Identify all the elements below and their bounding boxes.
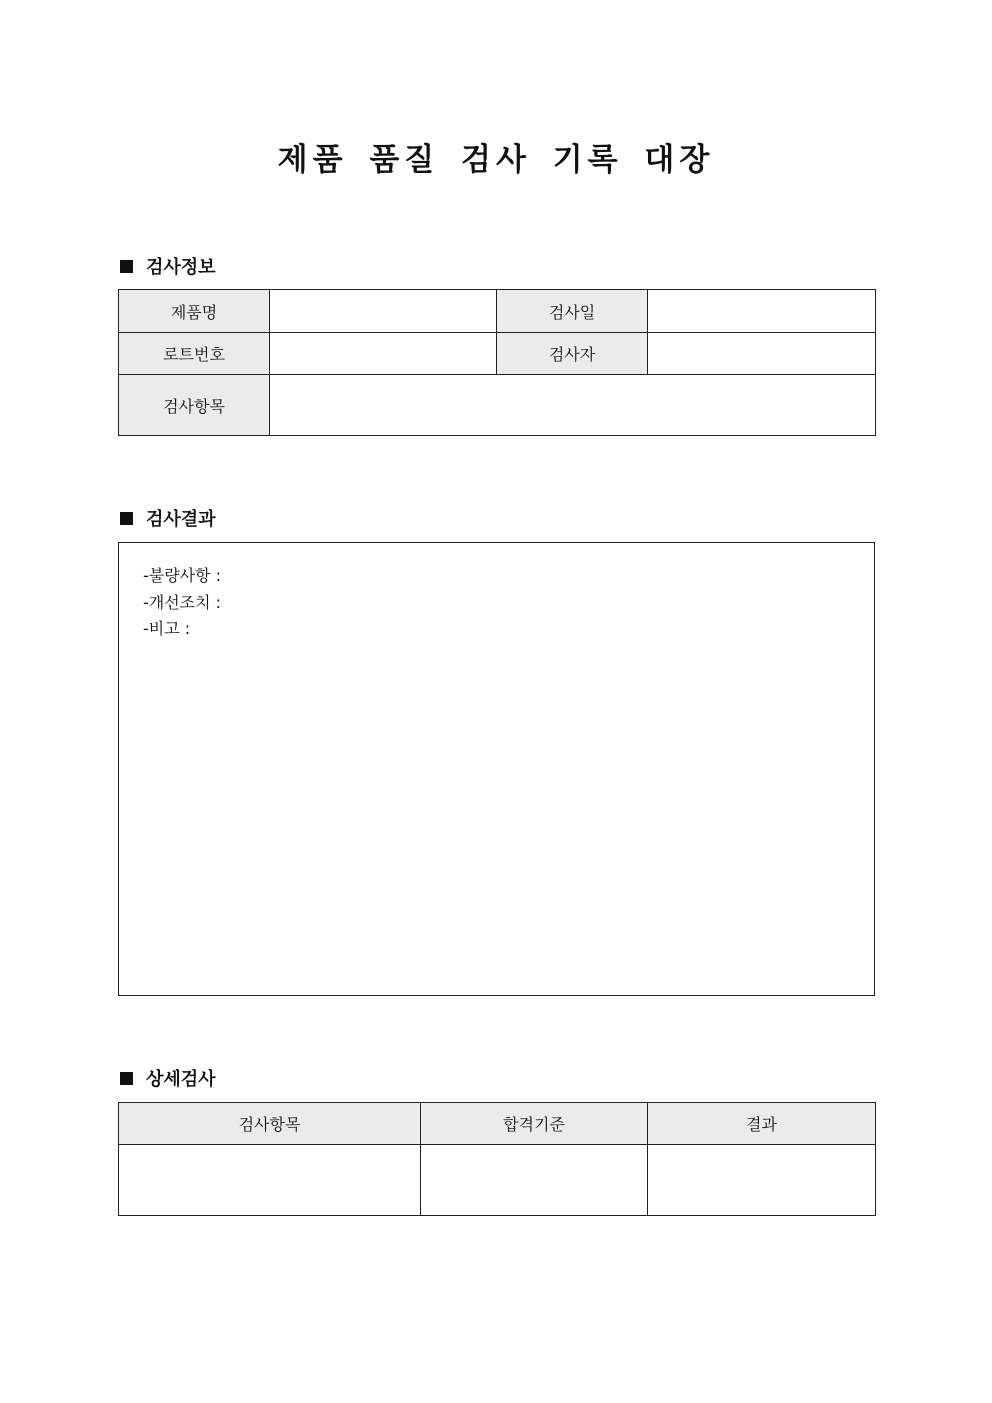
detailed-inspection-table [118,1102,876,1216]
table-header-row [119,1103,876,1145]
detail-pass-criteria-cell[interactable] [421,1145,648,1216]
product-name-field[interactable] [270,290,497,333]
section-heading-label: 검사결과 [146,509,216,530]
inspector-field[interactable] [648,333,876,375]
table-row [119,1145,876,1216]
inspection-date-field[interactable] [648,290,876,333]
section-heading-label: 검사정보 [146,257,216,278]
lot-number-field[interactable] [270,333,497,375]
table-row [119,290,876,333]
section-heading-label: 상세검사 [146,1069,216,1090]
square-bullet-icon [120,512,133,525]
inspection-result-box[interactable] [118,542,875,996]
detail-inspection-item-cell[interactable] [119,1145,421,1216]
detail-result-cell[interactable] [648,1145,876,1216]
square-bullet-icon [120,1072,133,1085]
section-heading-inspection-info [118,253,216,279]
page-title: 제품 품질 검사 기록 대장 [277,142,715,178]
corrective-action-line: -개선조치 : [143,592,222,612]
lot-number-label: 로트번호 [119,333,270,375]
product-name-label: 제품명 [119,290,270,333]
column-header-pass-criteria: 합격기준 [421,1103,648,1145]
table-row [119,333,876,375]
inspection-date-label: 검사일 [497,290,648,333]
square-bullet-icon [120,260,133,273]
section-heading-detailed-inspection [118,1065,216,1091]
inspection-result-list [143,563,221,643]
defects-line: -불량사항 : [143,566,222,585]
table-row [119,375,876,436]
inspection-item-field[interactable] [270,375,876,436]
inspection-item-label: 검사항목 [119,375,270,436]
column-header-inspection-item: 검사항목 [119,1103,421,1145]
remarks-line: -비고 : [143,619,191,638]
inspector-label: 검사자 [497,333,648,375]
inspection-info-table [118,289,876,436]
section-heading-inspection-result [118,505,216,531]
column-header-result: 결과 [648,1103,876,1145]
